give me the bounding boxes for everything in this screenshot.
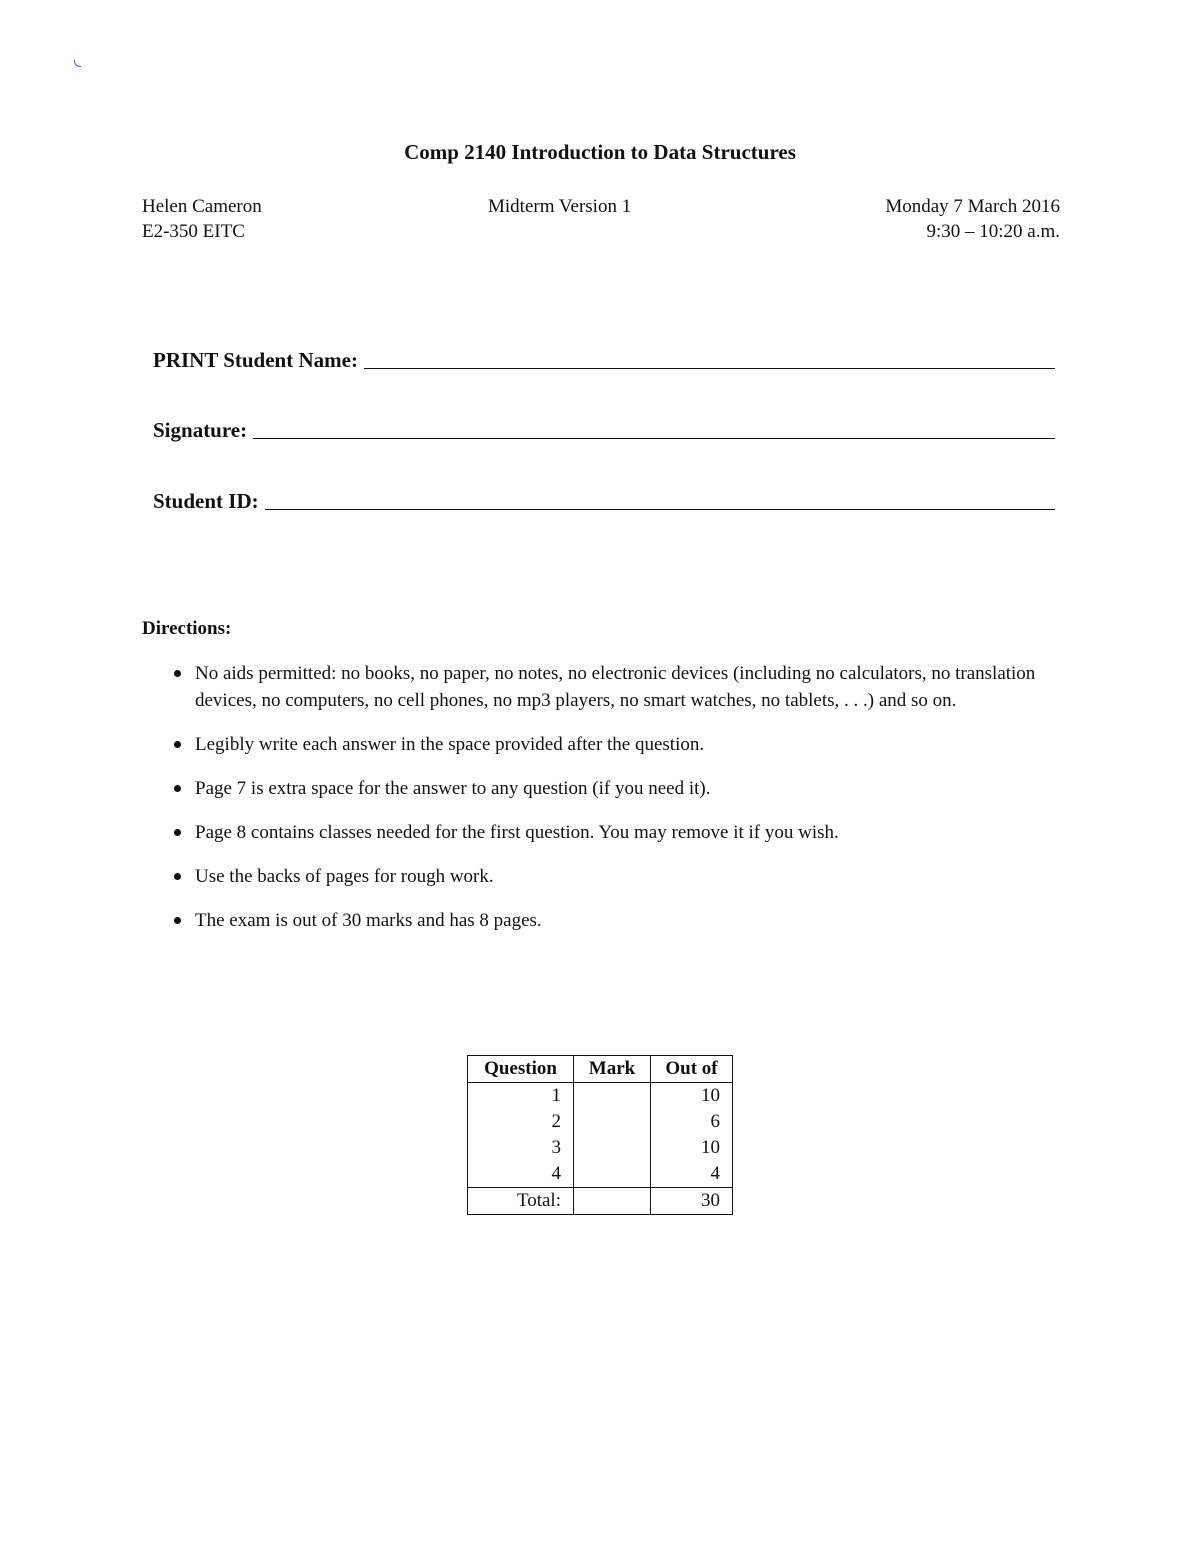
total-row: [468, 1188, 733, 1215]
student-name-field: [153, 342, 1055, 372]
course-title: Comp 2140 Introduction to Data Structures: [404, 140, 796, 164]
mark-cell[interactable]: [574, 1161, 651, 1188]
bullet-icon: [174, 741, 181, 748]
question-number: 4: [468, 1161, 574, 1188]
bullet-icon: [174, 785, 181, 792]
header-out-of: Out of: [651, 1056, 733, 1083]
student-name-line[interactable]: [364, 367, 1055, 369]
marks-table: [467, 1055, 733, 1215]
table-row: [468, 1109, 733, 1135]
out-of-value: 4: [651, 1161, 733, 1188]
ink-mark: [74, 60, 81, 67]
directions-heading: Directions:: [142, 618, 232, 639]
signature-field: [153, 412, 1055, 442]
student-name-label: PRINT Student Name:: [153, 348, 358, 372]
header-mark: Mark: [574, 1056, 651, 1083]
list-item: [142, 863, 1062, 890]
student-id-label: Student ID:: [153, 489, 259, 513]
signature-line[interactable]: [253, 437, 1055, 439]
direction-text: Use the backs of pages for rough work.: [195, 866, 494, 887]
exam-room: E2-350 EITC: [142, 221, 245, 242]
question-number: 1: [468, 1083, 574, 1110]
directions-list: [142, 660, 1062, 951]
direction-text: Page 7 is extra space for the answer to any question (if you need it).: [195, 778, 711, 799]
list-item: [142, 819, 1062, 846]
table-header-row: [468, 1056, 733, 1083]
table-row: [468, 1161, 733, 1188]
list-item: [142, 907, 1062, 934]
mark-cell[interactable]: [574, 1109, 651, 1135]
exam-date: Monday 7 March 2016: [885, 196, 1060, 217]
total-mark-cell[interactable]: [574, 1188, 651, 1215]
header-question: Question: [468, 1056, 574, 1083]
bullet-icon: [174, 829, 181, 836]
student-id-line[interactable]: [265, 508, 1055, 510]
total-out-of: 30: [651, 1188, 733, 1215]
header-row-1: [142, 194, 1060, 219]
list-item: [142, 660, 1062, 714]
out-of-value: 10: [651, 1135, 733, 1161]
bullet-icon: [174, 670, 181, 677]
out-of-value: 6: [651, 1109, 733, 1135]
direction-text: The exam is out of 30 marks and has 8 pages.: [195, 910, 542, 931]
table-row: [468, 1083, 733, 1110]
question-number: 3: [468, 1135, 574, 1161]
exam-time: 9:30 – 10:20 a.m.: [926, 221, 1060, 242]
instructor-name: Helen Cameron: [142, 196, 262, 217]
student-id-field: [153, 483, 1055, 513]
bullet-icon: [174, 917, 181, 924]
signature-label: Signature:: [153, 418, 248, 442]
bullet-icon: [174, 873, 181, 880]
total-label: Total:: [468, 1188, 574, 1215]
question-number: 2: [468, 1109, 574, 1135]
header-row-2: [142, 219, 1060, 244]
list-item: [142, 775, 1062, 802]
direction-text: Page 8 contains classes needed for the first question. You may remove it if you wish.: [195, 822, 839, 843]
out-of-value: 10: [651, 1083, 733, 1110]
mark-cell[interactable]: [574, 1083, 651, 1110]
direction-text: Legibly write each answer in the space provided after the question.: [195, 734, 705, 755]
mark-cell[interactable]: [574, 1135, 651, 1161]
list-item: [142, 731, 1062, 758]
table-row: [468, 1135, 733, 1161]
direction-text: No aids permitted: no books, no paper, no notes, no electronic devices (including no calculators, no translation devices, no computers, no cell phones, no mp3 players, no smart watches, no tablets, . . .) and so on.: [195, 663, 1036, 711]
exam-version: Midterm Version 1: [488, 196, 632, 217]
